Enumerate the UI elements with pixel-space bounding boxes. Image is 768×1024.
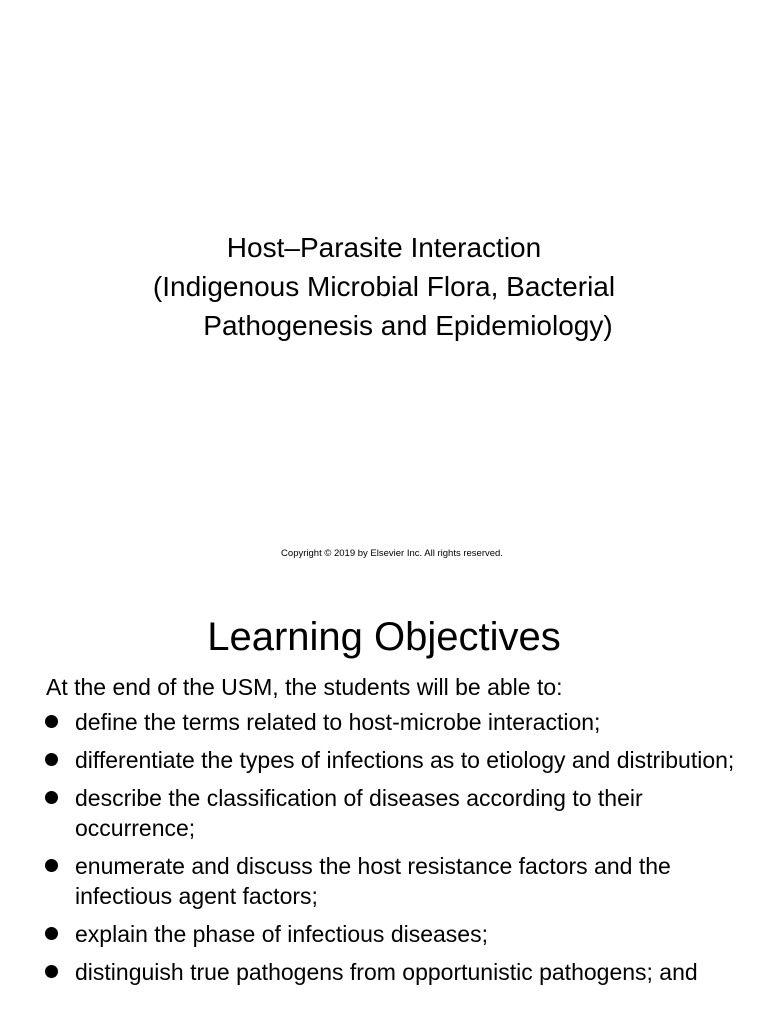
slide-heading: Learning Objectives: [207, 615, 561, 659]
list-item: [44, 745, 744, 775]
bullet-icon: [45, 927, 58, 940]
objectives-list: [44, 707, 744, 995]
list-item: [44, 957, 744, 987]
intro-text: At the end of the USM, the students will be able to:: [46, 674, 563, 700]
objective-text: describe the classification of diseases according to their occurrence;: [75, 785, 643, 841]
list-item: [44, 919, 744, 949]
bullet-icon: [45, 715, 58, 728]
title-line: Host–Parasite Interaction: [226, 232, 542, 263]
list-item: [44, 851, 744, 911]
bullet-icon: [45, 859, 58, 872]
list-item: [44, 783, 744, 843]
objective-text: define the terms related to host-microbe interaction;: [75, 709, 601, 735]
list-item: [44, 707, 744, 737]
slide-title: [0, 228, 768, 345]
bullet-icon: [45, 753, 58, 766]
title-line: Pathogenesis and Epidemiology): [203, 310, 613, 341]
objective-text: differentiate the types of infections as to etiology and distribution;: [75, 747, 735, 773]
bullet-icon: [45, 791, 58, 804]
bullet-icon: [45, 965, 58, 978]
objective-text: explain the phase of infectious diseases;: [75, 921, 488, 947]
objective-text: distinguish true pathogens from opportunistic pathogens; and: [75, 959, 698, 985]
title-line: (Indigenous Microbial Flora, Bacterial: [152, 271, 616, 302]
objectives-slide: [0, 588, 768, 1024]
copyright-notice: Copyright © 2019 by Elsevier Inc. All rights reserved.: [281, 548, 503, 559]
objective-text: enumerate and discuss the host resistance factors and the infectious agent factors;: [75, 853, 671, 909]
